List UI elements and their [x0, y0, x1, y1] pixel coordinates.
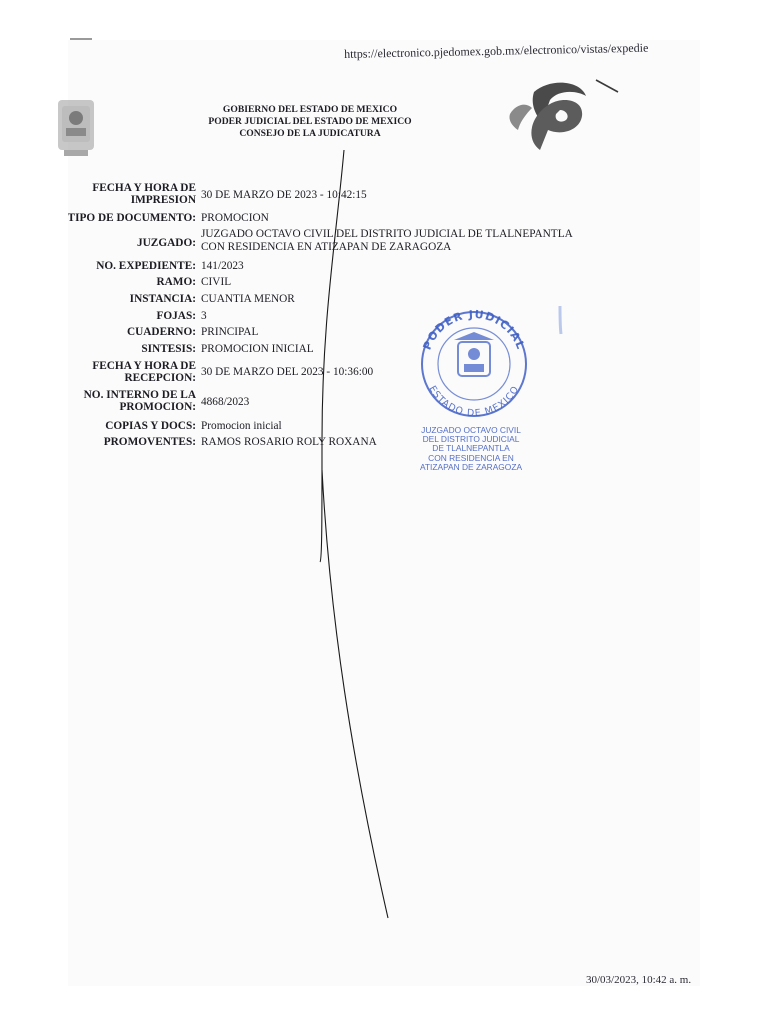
seal-caption — [404, 426, 538, 472]
judicial-logo-icon — [506, 74, 624, 160]
court-seal-icon — [414, 306, 534, 421]
field-value-cuaderno: PRINCIPAL — [201, 326, 259, 338]
field-value-copias: Promocion inicial — [201, 420, 282, 432]
page-url: https://electronico.pjedomex.gob.mx/electronico/vistas/expedie — [344, 40, 649, 61]
field-value-fecha-recepcion: 30 DE MARZO DEL 2023 - 10:36:00 — [201, 366, 374, 378]
field-label-tipo-documento: TIPO DE DOCUMENTO: — [68, 212, 196, 224]
field-label-fecha-recepcion: FECHA Y HORA DE RECEPCION: — [92, 360, 196, 384]
field-label-promoventes: PROMOVENTES: — [103, 436, 196, 448]
field-value-instancia: CUANTIA MENOR — [201, 293, 295, 305]
field-label-juzgado: JUZGADO: — [137, 237, 196, 249]
seal-caption-line-4: CON RESIDENCIA EN — [428, 452, 514, 463]
state-emblem-icon — [52, 92, 100, 162]
field-label-expediente: NO. EXPEDIENTE: — [96, 260, 196, 272]
seal-ring-bottom-text: ESTADO DE MEXICO — [426, 383, 522, 420]
field-value-promoventes: RAMOS ROSARIO ROLY ROXANA — [201, 436, 377, 448]
field-value-expediente: 141/2023 — [201, 260, 244, 272]
header-line-judicial-power: PODER JUDICIAL DEL ESTADO DE MEXICO — [208, 116, 412, 127]
field-value-sintesis: PROMOCION INICIAL — [201, 343, 314, 355]
field-value-fecha-impresion: 30 DE MARZO DE 2023 - 10:42:15 — [201, 189, 367, 201]
seal-caption-line-2: DEL DISTRITO JUDICIAL — [422, 434, 520, 445]
field-label-sintesis: SINTESIS: — [141, 343, 196, 355]
header-line-council: CONSEJO DE LA JUDICATURA — [239, 128, 381, 139]
field-label-ramo: RAMO: — [156, 276, 196, 288]
field-value-fojas: 3 — [201, 310, 207, 322]
seal-caption-line-1: JUZGADO OCTAVO CIVIL — [421, 425, 521, 435]
field-value-no-interno: 4868/2023 — [201, 396, 250, 408]
field-value-ramo: CIVIL — [201, 276, 232, 288]
header-line-government: GOBIERNO DEL ESTADO DE MEXICO — [222, 104, 398, 115]
field-label-fecha-impresion: FECHA Y HORA DE IMPRESION — [92, 182, 196, 206]
field-label-fojas: FOJAS: — [156, 310, 196, 322]
field-label-no-interno: NO. INTERNO DE LA PROMOCION: — [83, 389, 196, 413]
svg-text:PODER JUDICIAL — [421, 308, 528, 352]
seal-caption-line-5: ATIZAPAN DE ZARAGOZA — [419, 461, 523, 472]
document-header — [190, 104, 430, 140]
svg-text:ESTADO DE MEXICO — [426, 384, 521, 419]
page-edge-mark — [70, 38, 92, 40]
field-label-instancia: INSTANCIA: — [129, 293, 196, 305]
seal-caption-line-3: DE TLALNEPANTLA — [432, 443, 510, 454]
field-label-copias: COPIAS Y DOCS: — [105, 420, 196, 432]
field-label-cuaderno: CUADERNO: — [126, 326, 196, 338]
seal-ring-top-text: PODER JUDICIAL — [420, 307, 528, 352]
print-timestamp: 30/03/2023, 10:42 a. m. — [586, 974, 692, 986]
field-value-juzgado: JUZGADO OCTAVO CIVIL DEL DISTRITO JUDICIAL DE TLALNEPANTLA CON RESIDENCIA EN ATIZAPAN DE ZARAGOZA — [201, 228, 573, 253]
field-value-tipo-documento: PROMOCION — [201, 212, 269, 224]
